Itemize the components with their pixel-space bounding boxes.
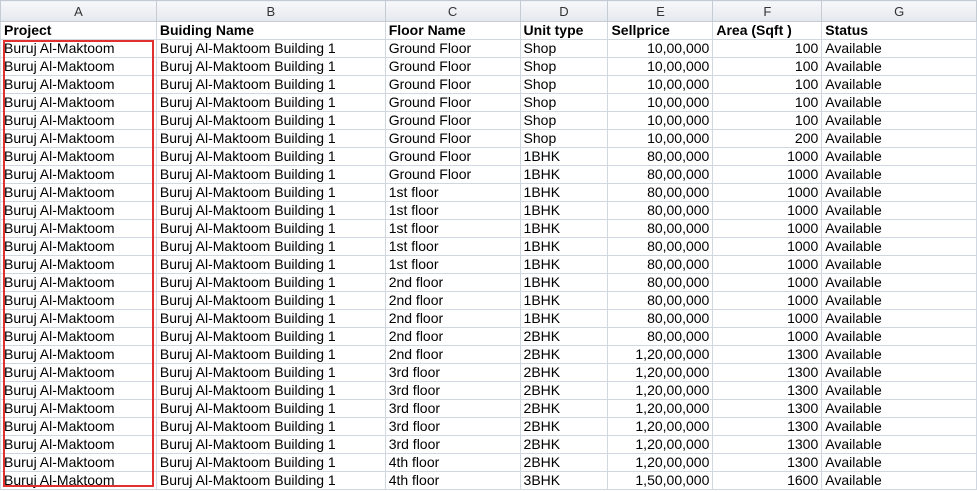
cell[interactable]: 1,50,00,000: [608, 472, 713, 490]
header-cell[interactable]: Status: [822, 22, 977, 40]
cell[interactable]: Buruj Al-Maktoom: [1, 202, 157, 220]
cell[interactable]: 1300: [713, 436, 822, 454]
table-row: [1, 220, 977, 238]
cell[interactable]: Buruj Al-Maktoom: [1, 184, 157, 202]
cell[interactable]: 1000: [713, 220, 822, 238]
cell[interactable]: 80,00,000: [608, 310, 713, 328]
cell[interactable]: 1,20,00,000: [608, 346, 713, 364]
column-header-d[interactable]: D: [520, 1, 608, 22]
cell[interactable]: 3rd floor: [385, 364, 520, 382]
cell[interactable]: Available: [822, 400, 977, 418]
cell[interactable]: 1BHK: [520, 184, 608, 202]
cell[interactable]: Shop: [520, 40, 608, 58]
cell[interactable]: Ground Floor: [385, 166, 520, 184]
cell[interactable]: 10,00,000: [608, 58, 713, 76]
cell[interactable]: Buruj Al-Maktoom: [1, 238, 157, 256]
cell[interactable]: Buruj Al-Maktoom: [1, 130, 157, 148]
cell[interactable]: Buruj Al-Maktoom Building 1: [156, 184, 385, 202]
cell[interactable]: 100: [713, 76, 822, 94]
cell[interactable]: Buruj Al-Maktoom Building 1: [156, 220, 385, 238]
cell[interactable]: 2nd floor: [385, 346, 520, 364]
cell[interactable]: 1000: [713, 292, 822, 310]
cell[interactable]: Buruj Al-Maktoom Building 1: [156, 274, 385, 292]
cell[interactable]: 1BHK: [520, 220, 608, 238]
table-row: [1, 148, 977, 166]
cell[interactable]: Buruj Al-Maktoom: [1, 382, 157, 400]
cell[interactable]: Buruj Al-Maktoom: [1, 40, 157, 58]
column-header-c[interactable]: C: [385, 1, 520, 22]
cell[interactable]: 80,00,000: [608, 202, 713, 220]
cell[interactable]: Buruj Al-Maktoom Building 1: [156, 238, 385, 256]
cell[interactable]: Buruj Al-Maktoom Building 1: [156, 58, 385, 76]
cell[interactable]: Available: [822, 418, 977, 436]
cell[interactable]: Buruj Al-Maktoom: [1, 472, 157, 490]
cell[interactable]: 1300: [713, 454, 822, 472]
cell[interactable]: 2nd floor: [385, 274, 520, 292]
cell[interactable]: Buruj Al-Maktoom Building 1: [156, 364, 385, 382]
cell[interactable]: 80,00,000: [608, 328, 713, 346]
table-row: [1, 76, 977, 94]
cell[interactable]: 10,00,000: [608, 40, 713, 58]
cell[interactable]: 10,00,000: [608, 76, 713, 94]
table-row: [1, 400, 977, 418]
cell[interactable]: Available: [822, 220, 977, 238]
cell[interactable]: 2BHK: [520, 328, 608, 346]
cell[interactable]: Buruj Al-Maktoom: [1, 220, 157, 238]
cell[interactable]: Buruj Al-Maktoom: [1, 76, 157, 94]
table-row: [1, 130, 977, 148]
cell[interactable]: Buruj Al-Maktoom Building 1: [156, 148, 385, 166]
cell[interactable]: 1st floor: [385, 220, 520, 238]
cell[interactable]: 4th floor: [385, 454, 520, 472]
cell[interactable]: Available: [822, 454, 977, 472]
cell[interactable]: Buruj Al-Maktoom Building 1: [156, 292, 385, 310]
cell[interactable]: 1,20,00,000: [608, 400, 713, 418]
cell[interactable]: Buruj Al-Maktoom Building 1: [156, 382, 385, 400]
cell[interactable]: Ground Floor: [385, 58, 520, 76]
cell[interactable]: 80,00,000: [608, 256, 713, 274]
cell[interactable]: 1,20,00,000: [608, 454, 713, 472]
cell[interactable]: Shop: [520, 130, 608, 148]
column-header-a[interactable]: A: [1, 1, 157, 22]
table-row: [1, 94, 977, 112]
cell[interactable]: 1BHK: [520, 238, 608, 256]
table-row: [1, 472, 977, 490]
cell[interactable]: 200: [713, 130, 822, 148]
cell[interactable]: Available: [822, 184, 977, 202]
cell[interactable]: 1,20,00,000: [608, 418, 713, 436]
cell[interactable]: Buruj Al-Maktoom: [1, 166, 157, 184]
cell[interactable]: 2BHK: [520, 364, 608, 382]
cell[interactable]: 1300: [713, 382, 822, 400]
column-header-row: [1, 1, 977, 22]
table-row: [1, 418, 977, 436]
cell[interactable]: 2BHK: [520, 436, 608, 454]
header-cell[interactable]: Area (Sqft ): [713, 22, 822, 40]
cell[interactable]: Available: [822, 274, 977, 292]
cell[interactable]: Buruj Al-Maktoom: [1, 274, 157, 292]
cell[interactable]: Buruj Al-Maktoom Building 1: [156, 472, 385, 490]
cell[interactable]: Ground Floor: [385, 94, 520, 112]
cell[interactable]: Available: [822, 382, 977, 400]
cell[interactable]: Available: [822, 472, 977, 490]
cell[interactable]: 1BHK: [520, 256, 608, 274]
cell[interactable]: Buruj Al-Maktoom: [1, 256, 157, 274]
cell[interactable]: 1st floor: [385, 256, 520, 274]
cell[interactable]: Available: [822, 40, 977, 58]
cell[interactable]: 2nd floor: [385, 310, 520, 328]
table-header-row: [1, 22, 977, 40]
cell[interactable]: 80,00,000: [608, 220, 713, 238]
cell[interactable]: 1000: [713, 202, 822, 220]
cell[interactable]: Buruj Al-Maktoom: [1, 58, 157, 76]
cell[interactable]: Available: [822, 76, 977, 94]
grid-body[interactable]: [1, 22, 977, 490]
cell[interactable]: Buruj Al-Maktoom Building 1: [156, 400, 385, 418]
column-header-g[interactable]: G: [822, 1, 977, 22]
cell[interactable]: Buruj Al-Maktoom: [1, 346, 157, 364]
table-row: [1, 112, 977, 130]
cell[interactable]: Ground Floor: [385, 148, 520, 166]
cell[interactable]: 1BHK: [520, 292, 608, 310]
cell[interactable]: 2nd floor: [385, 292, 520, 310]
table-row: [1, 310, 977, 328]
cell[interactable]: Available: [822, 130, 977, 148]
cell[interactable]: Buruj Al-Maktoom: [1, 94, 157, 112]
cell[interactable]: Buruj Al-Maktoom: [1, 310, 157, 328]
cell[interactable]: Available: [822, 148, 977, 166]
cell[interactable]: Buruj Al-Maktoom Building 1: [156, 256, 385, 274]
cell[interactable]: 3BHK: [520, 472, 608, 490]
cell[interactable]: 1000: [713, 184, 822, 202]
cell[interactable]: 3rd floor: [385, 400, 520, 418]
cell[interactable]: Buruj Al-Maktoom Building 1: [156, 310, 385, 328]
table-row: [1, 364, 977, 382]
cell[interactable]: Available: [822, 166, 977, 184]
cell[interactable]: 1000: [713, 310, 822, 328]
cell[interactable]: 1BHK: [520, 310, 608, 328]
cell[interactable]: Buruj Al-Maktoom: [1, 292, 157, 310]
cell[interactable]: 1000: [713, 166, 822, 184]
cell[interactable]: 1000: [713, 148, 822, 166]
cell[interactable]: 2BHK: [520, 454, 608, 472]
cell[interactable]: Shop: [520, 76, 608, 94]
cell[interactable]: Buruj Al-Maktoom Building 1: [156, 166, 385, 184]
cell[interactable]: Buruj Al-Maktoom: [1, 418, 157, 436]
cell[interactable]: 3rd floor: [385, 382, 520, 400]
cell[interactable]: 1BHK: [520, 202, 608, 220]
cell[interactable]: 1000: [713, 256, 822, 274]
cell[interactable]: 1000: [713, 328, 822, 346]
cell[interactable]: 1,20,00,000: [608, 364, 713, 382]
cell[interactable]: 1,20,00,000: [608, 382, 713, 400]
cell[interactable]: Available: [822, 328, 977, 346]
cell[interactable]: Buruj Al-Maktoom: [1, 454, 157, 472]
cell[interactable]: Buruj Al-Maktoom Building 1: [156, 454, 385, 472]
cell[interactable]: Shop: [520, 58, 608, 76]
cell[interactable]: Buruj Al-Maktoom: [1, 400, 157, 418]
header-cell[interactable]: Project: [1, 22, 157, 40]
cell[interactable]: 80,00,000: [608, 148, 713, 166]
cell[interactable]: 1,20,00,000: [608, 436, 713, 454]
cell[interactable]: 1BHK: [520, 274, 608, 292]
table-row: [1, 454, 977, 472]
cell[interactable]: Buruj Al-Maktoom Building 1: [156, 94, 385, 112]
cell[interactable]: Available: [822, 364, 977, 382]
cell[interactable]: 10,00,000: [608, 112, 713, 130]
cell[interactable]: Available: [822, 202, 977, 220]
cell[interactable]: Available: [822, 58, 977, 76]
column-header-e[interactable]: E: [608, 1, 713, 22]
cell[interactable]: Buruj Al-Maktoom: [1, 112, 157, 130]
cell[interactable]: 80,00,000: [608, 184, 713, 202]
cell[interactable]: 1st floor: [385, 184, 520, 202]
cell[interactable]: Buruj Al-Maktoom Building 1: [156, 112, 385, 130]
cell[interactable]: Buruj Al-Maktoom Building 1: [156, 346, 385, 364]
cell[interactable]: 2BHK: [520, 346, 608, 364]
cell[interactable]: Buruj Al-Maktoom Building 1: [156, 418, 385, 436]
cell[interactable]: Buruj Al-Maktoom Building 1: [156, 76, 385, 94]
cell[interactable]: 100: [713, 40, 822, 58]
cell[interactable]: 3rd floor: [385, 436, 520, 454]
cell[interactable]: Buruj Al-Maktoom Building 1: [156, 328, 385, 346]
cell[interactable]: 1300: [713, 418, 822, 436]
table-row: [1, 274, 977, 292]
cell[interactable]: 80,00,000: [608, 292, 713, 310]
table-row: [1, 436, 977, 454]
cell[interactable]: Available: [822, 112, 977, 130]
cell[interactable]: Shop: [520, 94, 608, 112]
cell[interactable]: Ground Floor: [385, 130, 520, 148]
cell[interactable]: 100: [713, 94, 822, 112]
cell[interactable]: 80,00,000: [608, 274, 713, 292]
cell[interactable]: Shop: [520, 112, 608, 130]
cell[interactable]: Buruj Al-Maktoom Building 1: [156, 130, 385, 148]
cell[interactable]: 1BHK: [520, 148, 608, 166]
cell[interactable]: 1BHK: [520, 166, 608, 184]
cell[interactable]: 2nd floor: [385, 328, 520, 346]
cell[interactable]: 1000: [713, 238, 822, 256]
table-row: [1, 382, 977, 400]
cell[interactable]: Ground Floor: [385, 40, 520, 58]
cell[interactable]: Buruj Al-Maktoom Building 1: [156, 202, 385, 220]
cell[interactable]: Buruj Al-Maktoom Building 1: [156, 40, 385, 58]
cell[interactable]: 4th floor: [385, 472, 520, 490]
cell[interactable]: Available: [822, 436, 977, 454]
table-row: [1, 40, 977, 58]
table-row: [1, 184, 977, 202]
table-row: [1, 328, 977, 346]
cell[interactable]: 100: [713, 112, 822, 130]
cell[interactable]: 2BHK: [520, 400, 608, 418]
cell[interactable]: 2BHK: [520, 418, 608, 436]
cell[interactable]: Buruj Al-Maktoom: [1, 328, 157, 346]
cell[interactable]: 100: [713, 58, 822, 76]
cell[interactable]: 2BHK: [520, 382, 608, 400]
cell[interactable]: 1600: [713, 472, 822, 490]
table-row: [1, 346, 977, 364]
column-header-f[interactable]: F: [713, 1, 822, 22]
cell[interactable]: Available: [822, 310, 977, 328]
cell[interactable]: Available: [822, 292, 977, 310]
cell[interactable]: Buruj Al-Maktoom: [1, 364, 157, 382]
cell[interactable]: 80,00,000: [608, 238, 713, 256]
table-row: [1, 202, 977, 220]
cell[interactable]: 1st floor: [385, 238, 520, 256]
cell[interactable]: Ground Floor: [385, 76, 520, 94]
cell[interactable]: 10,00,000: [608, 130, 713, 148]
cell[interactable]: Available: [822, 238, 977, 256]
cell[interactable]: 1300: [713, 400, 822, 418]
header-cell[interactable]: Floor Name: [385, 22, 520, 40]
header-cell[interactable]: Sellprice: [608, 22, 713, 40]
cell[interactable]: 80,00,000: [608, 166, 713, 184]
table-row: [1, 58, 977, 76]
cell[interactable]: 1st floor: [385, 202, 520, 220]
cell[interactable]: 1300: [713, 346, 822, 364]
cell[interactable]: 1300: [713, 364, 822, 382]
cell[interactable]: Buruj Al-Maktoom: [1, 148, 157, 166]
cell[interactable]: Ground Floor: [385, 112, 520, 130]
cell[interactable]: Buruj Al-Maktoom Building 1: [156, 436, 385, 454]
cell[interactable]: Buruj Al-Maktoom: [1, 436, 157, 454]
cell[interactable]: 3rd floor: [385, 418, 520, 436]
cell[interactable]: 1000: [713, 274, 822, 292]
table-row: [1, 238, 977, 256]
cell[interactable]: Available: [822, 94, 977, 112]
header-cell[interactable]: Unit type: [520, 22, 608, 40]
table-row: [1, 256, 977, 274]
table-row: [1, 292, 977, 310]
cell[interactable]: Available: [822, 346, 977, 364]
cell[interactable]: 10,00,000: [608, 94, 713, 112]
column-header-b[interactable]: B: [156, 1, 385, 22]
cell[interactable]: Available: [822, 256, 977, 274]
header-cell[interactable]: Buiding Name: [156, 22, 385, 40]
table-row: [1, 166, 977, 184]
